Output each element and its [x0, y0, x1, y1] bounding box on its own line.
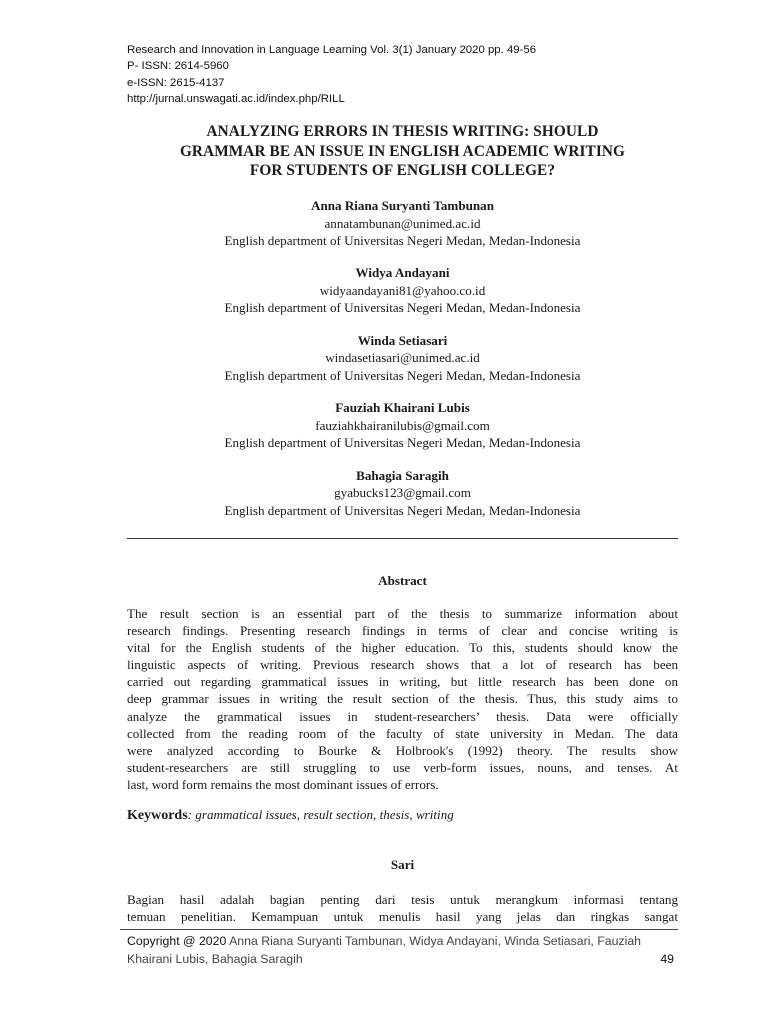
- title-line: GRAMMAR BE AN ISSUE IN ENGLISH ACADEMIC WRITING: [179, 142, 626, 160]
- author-block: [127, 197, 678, 264]
- e-issn: e-ISSN: 2615-4137: [127, 76, 225, 89]
- abstract-line: last, word form remains the most dominant issues of errors.: [127, 776, 439, 792]
- author-block: [127, 467, 678, 534]
- footer-line-2: [127, 950, 678, 968]
- abstract-line: linguistic aspects of writing. Previous research shows that a lot of research has been: [127, 657, 678, 673]
- page-number: 49: [660, 952, 674, 966]
- author-affiliation: English department of Universitas Negeri Medan, Medan-Indonesia: [224, 367, 581, 383]
- sari-line: temuan penelitian. Kemampuan untuk menulis hasil yang jelas dan ringkas sangat: [127, 909, 678, 925]
- abstract-line: carried out regarding grammatical issues in writing, but little research has been done on: [127, 674, 678, 690]
- title-line: FOR STUDENTS OF ENGLISH COLLEGE?: [249, 162, 556, 179]
- abstract-heading: Abstract: [378, 573, 427, 588]
- paper-title: [127, 122, 678, 181]
- abstract-line: collected from the reading room of the faculty of state university in Medan. The data: [127, 725, 678, 741]
- section-divider: [127, 538, 678, 539]
- author-affiliation: English department of Universitas Negeri Medan, Medan-Indonesia: [224, 233, 581, 248]
- author-affiliation: English department of Universitas Negeri Medan, Medan-Indonesia: [224, 435, 581, 451]
- abstract-line: deep grammar issues in writing the result section of the thesis. Thus, this study aims to: [127, 691, 678, 707]
- abstract-line: vital for the English students of the higher education. To this, students should know the: [127, 640, 678, 656]
- keywords-label: Keywords: [127, 808, 188, 823]
- author-email[interactable]: annatambunan@unimed.ac.id: [324, 215, 481, 231]
- author-name: Winda Setiasari: [357, 332, 448, 348]
- sari-text: [127, 891, 678, 925]
- author-block: [127, 399, 678, 466]
- author-email[interactable]: windasetiasari@unimed.ac.id: [325, 350, 480, 366]
- abstract-line: research findings. Presenting research findings in terms of clear and concise writing is: [127, 623, 678, 639]
- title-line: ANALYZING ERRORS IN THESIS WRITING: SHOULD: [206, 123, 599, 140]
- keywords-text: : grammatical issues, result section, thesis, writing: [187, 807, 454, 822]
- abstract-line: student-researchers are still struggling to use verb-form issues, nouns, and tenses. At: [127, 759, 678, 775]
- abstract-line: The result section is an essential part of the thesis to summarize information about: [127, 606, 678, 621]
- author-email[interactable]: fauziahkhairanilubis@gmail.com: [315, 417, 490, 433]
- copyright-label: Copyright @ 2020: [127, 934, 227, 948]
- author-list: [127, 197, 678, 534]
- keywords: [127, 807, 678, 824]
- copyright-authors: Anna Riana Suryanti Tambunan, Widya Andayani, Winda Setiasari, Fauziah: [229, 934, 642, 948]
- author-name: Widya Andayani: [355, 265, 450, 281]
- copyright-line: [127, 932, 678, 950]
- journal-url[interactable]: http://jurnal.unswagati.ac.id/index.php/RILL: [127, 92, 345, 105]
- author-email[interactable]: gyabucks123@gmail.com: [334, 485, 471, 501]
- page-footer: [127, 932, 678, 968]
- abstract-line: analyze the grammatical issues in student-researchers’ thesis. Data were officially: [127, 708, 678, 724]
- journal-header: [127, 42, 536, 107]
- author-block: [127, 332, 678, 399]
- author-name: Fauziah Khairani Lubis: [335, 400, 470, 416]
- sari-heading: Sari: [390, 857, 415, 872]
- abstract-text: [127, 605, 678, 793]
- author-name: Bahagia Saragih: [356, 467, 449, 483]
- author-name: Anna Riana Suryanti Tambunan: [310, 198, 495, 213]
- abstract-line: were analyzed according to Bourke & Holbrook's (1992) theory. The results show: [127, 742, 678, 758]
- author-affiliation: English department of Universitas Negeri Medan, Medan-Indonesia: [224, 502, 581, 518]
- author-email[interactable]: widyaandayani81@yahoo.co.id: [319, 282, 486, 298]
- copyright-authors-cont: Khairani Lubis, Bahagia Saragih: [127, 952, 303, 966]
- author-block: [127, 264, 678, 331]
- p-issn: P- ISSN: 2614-5960: [127, 60, 229, 73]
- author-affiliation: English department of Universitas Negeri Medan, Medan-Indonesia: [224, 300, 581, 316]
- sari-line: Bagian hasil adalah bagian penting dari tesis untuk merangkum informasi tentang: [127, 892, 678, 907]
- footer-divider: [120, 929, 678, 930]
- journal-citation: Research and Innovation in Language Learning Vol. 3(1) January 2020 pp. 49-56: [127, 44, 537, 56]
